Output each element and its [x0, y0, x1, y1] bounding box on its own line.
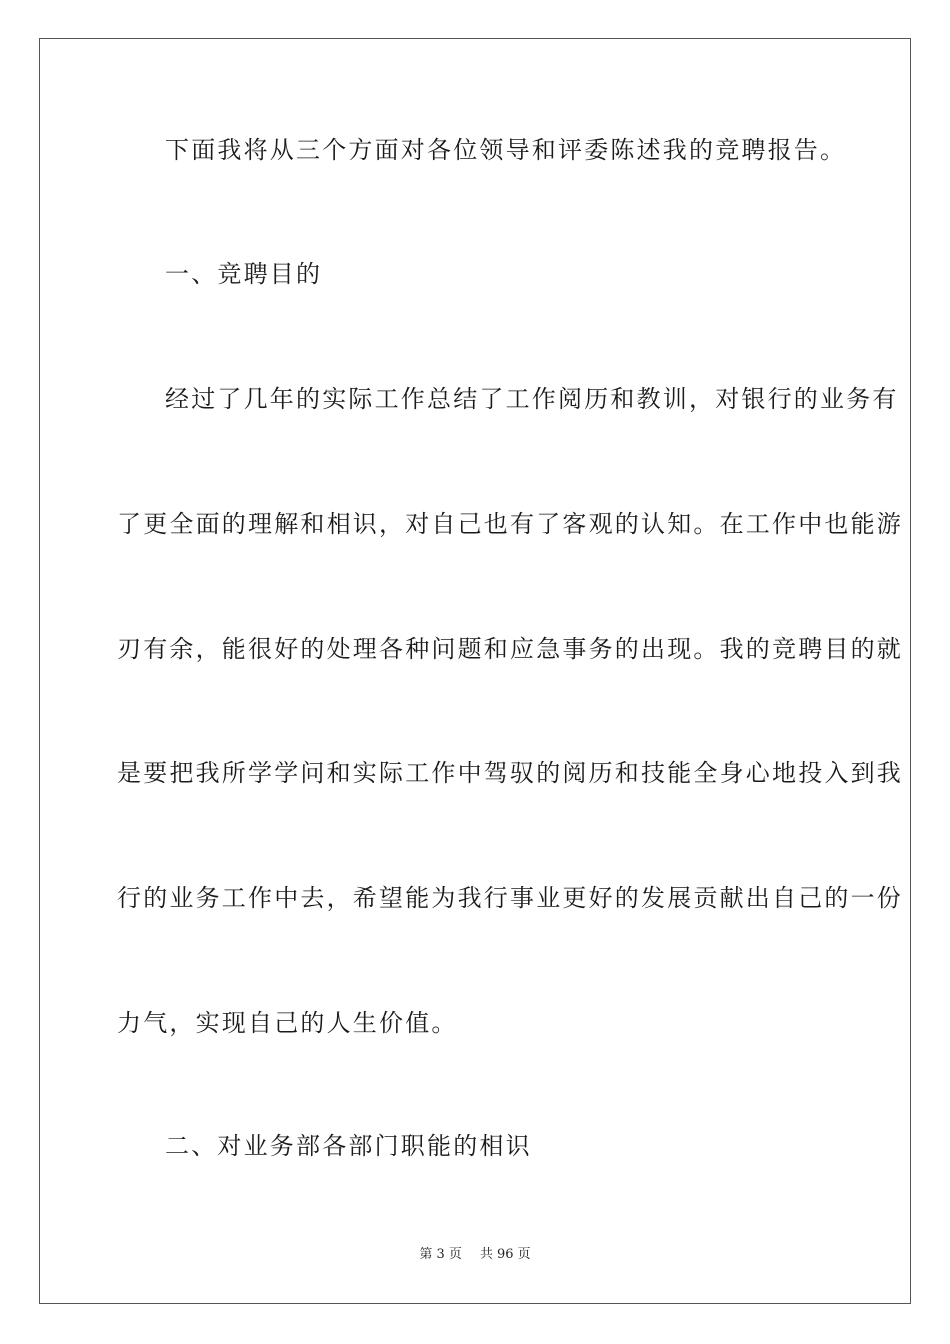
- body-line-4: 是要把我所学学问和实际工作中驾驭的阅历和技能全身心地投入到我: [117, 759, 903, 787]
- body-line-5: 行的业务工作中去，希望能为我行事业更好的发展贡献出自己的一份: [117, 884, 903, 912]
- total-pages: 共 96 页: [479, 1247, 531, 1262]
- page-number: 第 3 页: [419, 1247, 462, 1262]
- intro-paragraph: 下面我将从三个方面对各位领导和评委陈述我的竞聘报告。: [165, 136, 847, 164]
- body-line-2: 了更全面的理解和相识，对自己也有了客观的认知。在工作中也能游: [117, 510, 903, 538]
- body-line-1: 经过了几年的实际工作总结了工作阅历和教训，对银行的业务有: [165, 385, 899, 413]
- section-heading-2: 二、对业务部各部门职能的相识: [165, 1132, 532, 1160]
- section-heading-1: 一、竞聘目的: [165, 260, 323, 288]
- page-footer: [0, 1247, 950, 1263]
- body-line-3: 刃有余，能很好的处理各种问题和应急事务的出现。我的竞聘目的就: [117, 635, 903, 663]
- body-line-6: 力气，实现自己的人生价值。: [117, 1009, 458, 1037]
- page-border: [39, 38, 911, 1304]
